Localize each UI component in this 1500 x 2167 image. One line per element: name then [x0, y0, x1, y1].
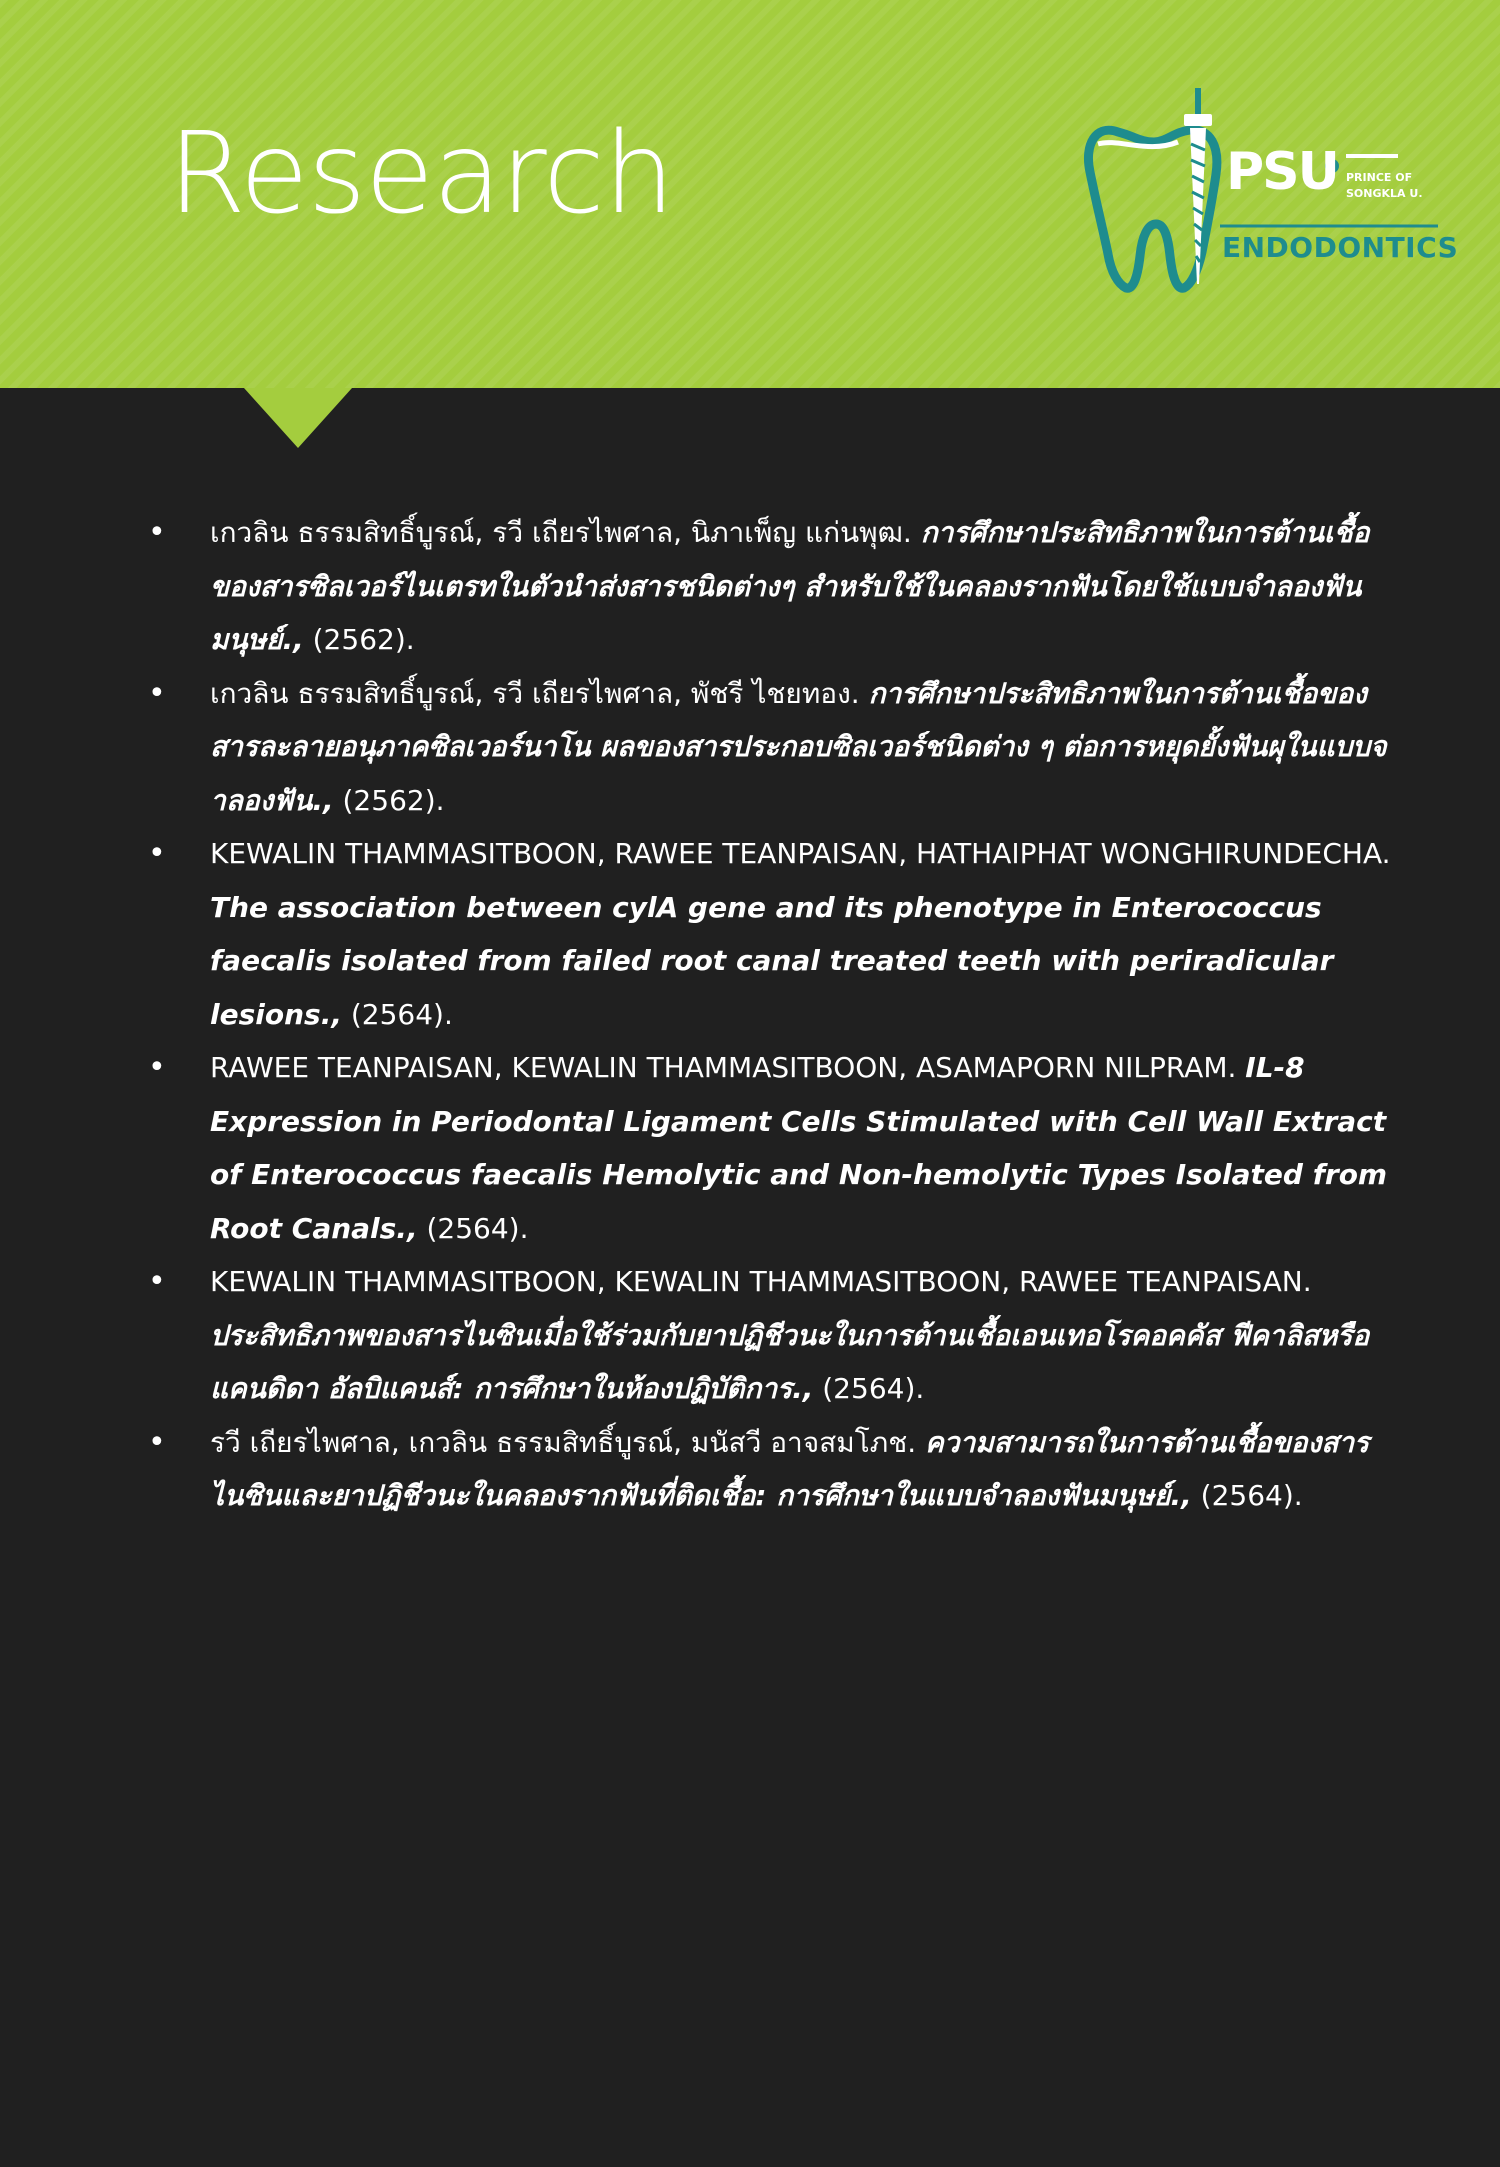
reference-year: (2564).	[813, 1372, 925, 1405]
reference-item	[148, 506, 1398, 667]
reference-authors: RAWEE TEANPAISAN, KEWALIN THAMMASITBOON, ASAMAPORN NILPRAM.	[210, 1051, 1246, 1084]
reference-item	[148, 1041, 1398, 1255]
reference-title: การศึกษาประสิทธิภาพในการต้านเชื้อของสารละลายอนุภาคซิลเวอร์นาโน ผลของสารประกอบซิลเวอร์ชนิดต่าง ๆ ต่อการหยุดยั้งฟันผุในแบบจ าลองฟัน.,	[210, 676, 1387, 817]
bullet-icon: •	[148, 1264, 166, 1299]
psu-wordmark: PSU	[1226, 142, 1338, 202]
reference-authors: เกวลิน ธรรมสิทธิ์บูรณ์, รวี เถียรไพศาล, พัชรี ไชยทอง.	[210, 676, 869, 710]
reference-year: (2564).	[1191, 1479, 1303, 1512]
reference-item	[148, 667, 1398, 828]
bullet-icon: •	[148, 1424, 166, 1460]
bullet-icon: •	[148, 675, 166, 711]
reference-authors: KEWALIN THAMMASITBOON, KEWALIN THAMMASITBOON, RAWEE TEANPAISAN.	[210, 1265, 1312, 1298]
prince-label: PRINCE OF	[1346, 171, 1413, 184]
bullet-icon: •	[148, 1050, 166, 1085]
reference-title: ความสามารถในการต้านเชื้อของสารไนซินและยาปฏิชีวนะในคลองรากฟันที่ติดเชื้อ: การศึกษาในแบบจำลองฟันมนุษย์.,	[210, 1425, 1370, 1512]
reference-title: IL-8 Expression in Periodontal Ligament Cells Stimulated with Cell Wall Extract of Enterococcus faecalis Hemolytic and Non-hemolytic Types Isolated from Root Canals.,	[210, 1051, 1388, 1245]
reference-year: (2564).	[417, 1211, 529, 1245]
reference-year: (2564).	[341, 997, 453, 1031]
reference-authors: KEWALIN THAMMASITBOON, RAWEE TEANPAISAN, HATHAIPHAT WONGHIRUNDECHA.	[210, 837, 1391, 870]
songkla-label: SONGKLA U.	[1346, 187, 1423, 200]
psu-endodontics-logo	[1078, 84, 1459, 294]
reference-year: (2562).	[333, 783, 445, 817]
page-title: Research	[168, 109, 674, 239]
reference-authors: รวี เถียรไพศาล, เกวลิน ธรรมสิทธิ์บูรณ์, มนัสวี อาจสมโภช.	[210, 1425, 926, 1459]
reference-authors: เกวลิน ธรรมสิทธิ์บูรณ์, รวี เถียรไพศาล, นิภาเพ็ญ แก่นพุฒ.	[210, 516, 921, 549]
reference-title: การศึกษาประสิทธิภาพในการต้านเชื้อของสารซิลเวอร์ไนเตรทในตัวนำส่งสารชนิดต่างๆ สำหรับใช้ในคลองรากฟันโดยใช้แบบจำลองฟันมนุษย์.,	[210, 516, 1370, 656]
reference-item	[148, 1416, 1398, 1523]
reference-item	[148, 1255, 1398, 1416]
reference-list	[148, 506, 1398, 1523]
reference-item	[148, 827, 1398, 1041]
reference-title: ประสิทธิภาพของสารไนซินเมื่อใช้ร่วมกับยาปฏิชีวนะในการต้านเชื้อเอนเทอโรคอคคัส ฟีคาลิสหรือแคนดิดา อัลบิแคนส์: การศึกษาในห้องปฏิบัติการ.,	[210, 1318, 1370, 1405]
header-pointer	[244, 388, 352, 448]
bullet-icon: •	[148, 515, 166, 550]
endodontics-label: ENDODONTICS	[1222, 231, 1459, 264]
bullet-icon: •	[148, 836, 166, 871]
reference-title: The association between cylA gene and its phenotype in Enterococcus faecalis isolated from failed root canal treated teeth with periradicular lesions.,	[210, 890, 1334, 1031]
reference-year: (2562).	[303, 623, 415, 656]
